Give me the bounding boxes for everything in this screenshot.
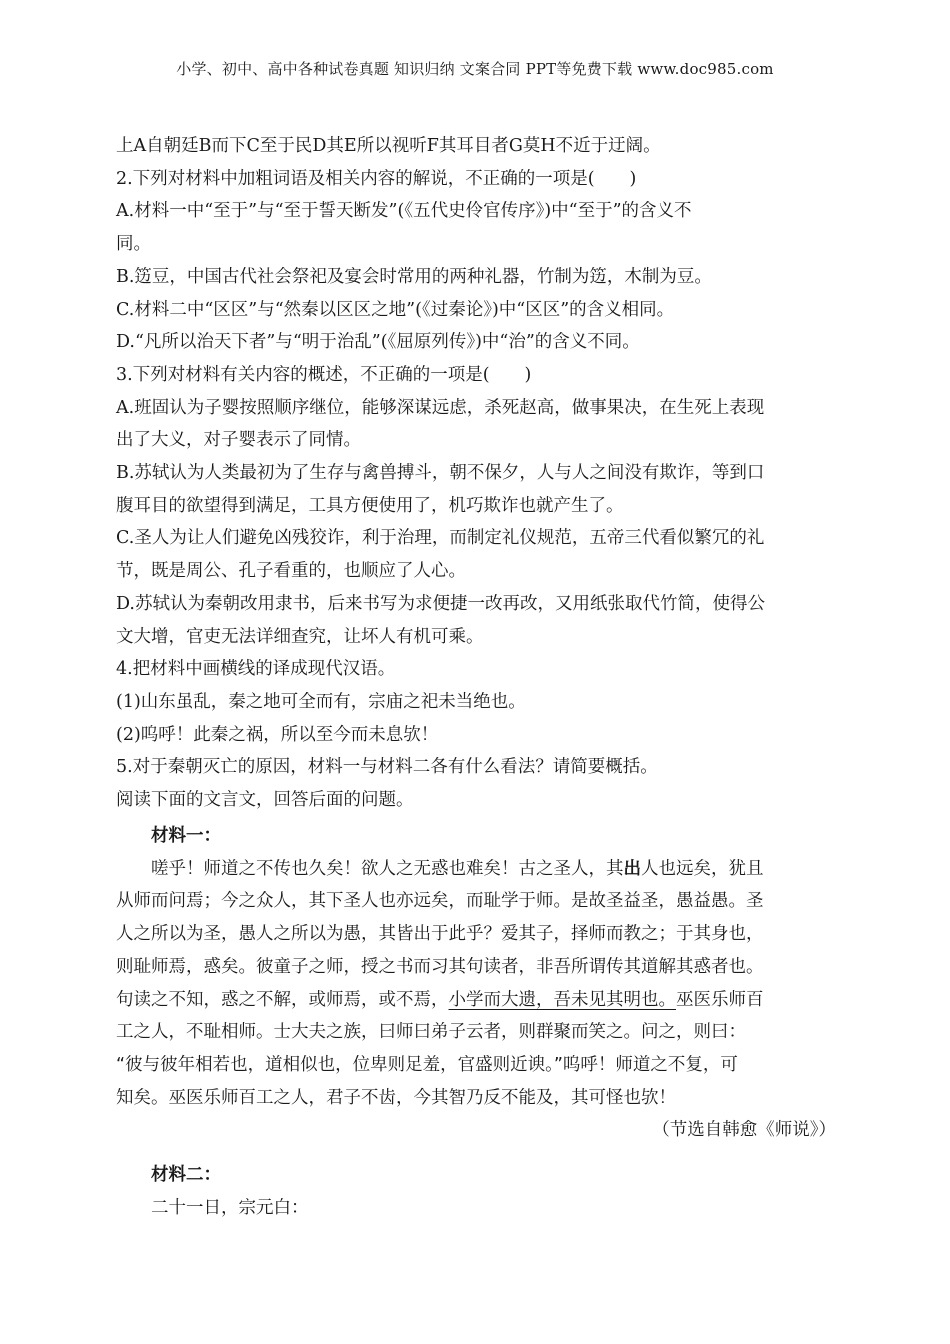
option-b: B.苏轼认为人类最初为了生存与禽兽搏斗，朝不保夕，人与人之间没有欺诈，等到口 (116, 463, 765, 484)
option-a: A.班固认为子婴按照顺序继位，能够深谋远虑，杀死赵高，做事果决，在生死上表现 (116, 397, 765, 418)
option-a: A.材料一中“至于”与“至于誓天断发”(《五代史伶官传序》)中“至于”的含义不 (116, 201, 692, 222)
option-c: C.圣人为让人们避免凶残狡诈，利于治理，而制定礼仪规范，五帝三代看似繁冗的礼 (116, 528, 765, 549)
option-a-cont: 出了大义，对子婴表示了同情。 (116, 430, 361, 451)
passage-line: 工之人，不耻相师。士大夫之族，曰师曰弟子云者，则群聚而笑之。问之，则曰： (116, 1022, 746, 1043)
option-d: D.“凡所以治天下者”与“明于治乱”(《屈原列传》)中“治”的含义不同。 (116, 332, 640, 353)
page-header: 小学、初中、高中各种试卷真题 知识归纳 文案合同 PPT等免费下载 www.doc985.com (176, 60, 774, 78)
option-b-cont: 腹耳目的欲望得到满足，工具方便使用了，机巧欺诈也就产生了。 (116, 495, 624, 516)
passage-line: 则耻师焉，惑矣。彼童子之师，授之书而习其句读者，非吾所谓传其道解其惑者也。 (116, 956, 764, 977)
bold-word: 出 (623, 858, 641, 879)
question-4-item-1: (1)山东虽乱，秦之地可全而有，宗庙之祀未当绝也。 (116, 691, 526, 712)
underlined-sentence: 小学而大遗，吾未见其明也。 (448, 989, 676, 1010)
material-1-title: 材料一： (151, 826, 221, 846)
material-2-title: 材料二： (151, 1165, 221, 1186)
passage-line: 二十一日，宗元白： (151, 1197, 309, 1218)
option-c-cont: 节，既是周公、孔子看重的，也顺应了人心。 (116, 561, 466, 582)
option-d: D.苏轼认为秦朝改用隶书，后来书写为求便捷一改再改，又用纸张取代竹简，使得公 (116, 593, 765, 614)
passage-line: 知矣。巫医乐师百工之人，君子不齿，今其智乃反不能及，其可怪也欤！ (116, 1087, 676, 1108)
option-b: B.笾豆，中国古代社会祭祀及宴会时常用的两种礼器，竹制为笾，木制为豆。 (116, 266, 712, 287)
passage-line: 人之所以为圣，愚人之所以为愚，其皆出于此乎？爱其子，择师而教之；于其身也， (116, 924, 764, 945)
question-5: 5.对于秦朝灭亡的原因，材料一与材料二各有什么看法？请简要概括。 (116, 757, 658, 778)
reading-passage (116, 820, 836, 1224)
option-c: C.材料二中“区区”与“然秦以区区之地”(《过秦论》)中“区区”的含义相同。 (116, 299, 675, 320)
question-4: 4.把材料中画横线的译成现代汉语。 (116, 659, 396, 680)
passage-source: （节选自韩愈《师说》） (652, 1120, 836, 1141)
passage-line: 句读之不知，惑之不解，或师焉，或不焉，小学而大遗，吾未见其明也。巫医乐师百 (116, 989, 764, 1010)
reading-instruction: 阅读下面的文言文，回答后面的问题。 (116, 790, 414, 811)
text-line: 上A自朝廷B而下C至于民D其E所以视听F其耳目者G莫H不近于迂阔。 (116, 136, 661, 156)
question-section (116, 130, 836, 817)
passage-line: 从师而问焉；今之众人，其下圣人也亦远矣，而耻学于师。是故圣益圣，愚益愚。圣 (116, 891, 764, 912)
passage-line: 嗟乎！师道之不传也久矣！欲人之无惑也难矣！古之圣人，其出人也远矣，犹且 (151, 858, 764, 879)
question-2: 2.下列对材料中加粗词语及相关内容的解说，不正确的一项是( ) (116, 168, 637, 189)
option-d-cont: 文大增，官吏无法详细查究，让坏人有机可乘。 (116, 626, 484, 647)
question-3: 3.下列对材料有关内容的概述，不正确的一项是( ) (116, 364, 532, 385)
option-a-cont: 同。 (116, 234, 151, 255)
passage-line: “彼与彼年相若也，道相似也，位卑则足羞，官盛则近谀。”呜呼！师道之不复，可 (116, 1054, 738, 1075)
question-4-item-2: (2)呜呼！此秦之祸，所以至今而未息欤！ (116, 724, 439, 745)
